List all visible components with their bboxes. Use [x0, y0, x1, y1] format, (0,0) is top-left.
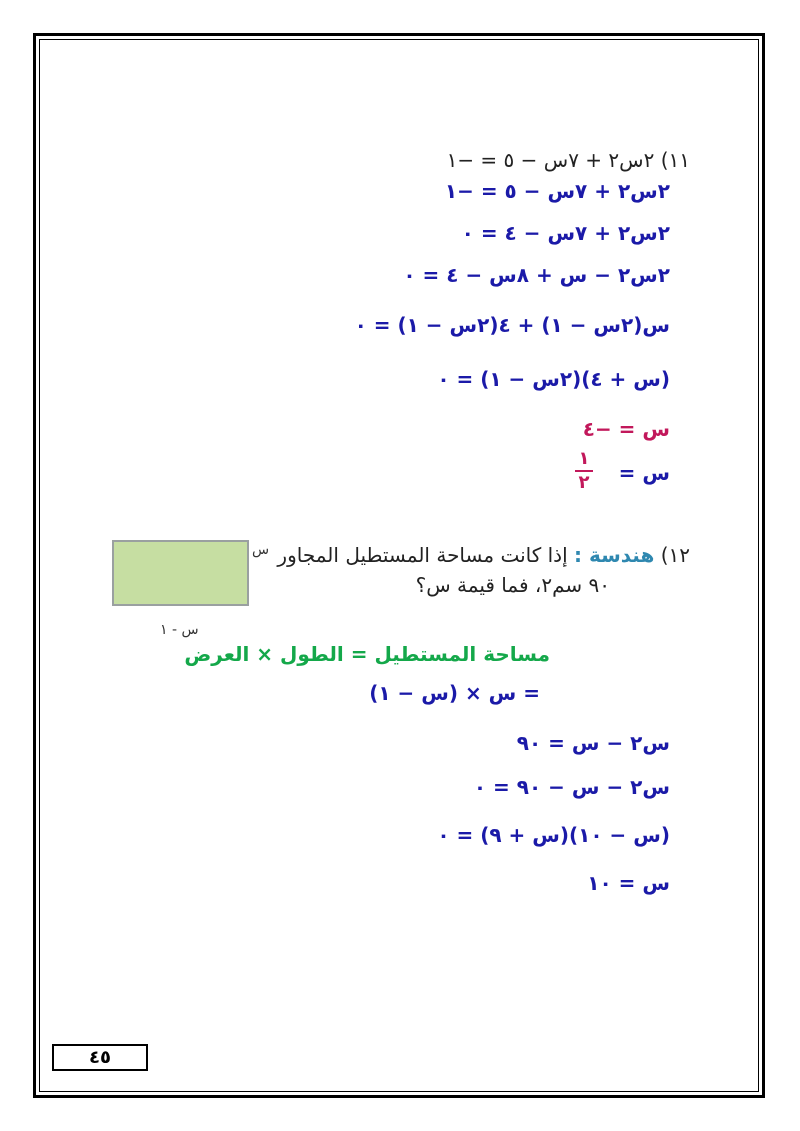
problem-12-step-1: = س × (س − ١): [369, 681, 540, 705]
problem-11-step-4: س(٢س − ١) + ٤(٢س − ١) = ٠: [354, 313, 670, 337]
problem-11-equation: ٢س٢ + ٧س − ٥ = −١: [446, 148, 655, 172]
problem-11-root-2-lhs: س =: [618, 461, 670, 485]
page-number-box: [52, 1044, 148, 1071]
problem-12-text-line-1: إذا كانت مساحة المستطيل المجاور: [277, 543, 568, 567]
problem-12-header: هندسة :: [574, 543, 655, 567]
rectangle-figure: [112, 540, 249, 606]
fraction-denominator: ٢: [578, 472, 590, 493]
problem-12-number: ١٢): [660, 543, 690, 567]
figure-bottom-label: س - ١: [160, 622, 199, 638]
problem-12-text-line-2: ٩٠ سم٢، فما قيمة س؟: [415, 573, 610, 597]
problem-11-step-3: ٢س٢ − س + ٨س − ٤ = ٠: [403, 263, 670, 287]
fraction-numerator: ١: [578, 448, 590, 469]
area-formula: مساحة المستطيل = الطول × العرض: [184, 642, 550, 666]
problem-11-step-2: ٢س٢ + ٧س − ٤ = ٠: [461, 221, 670, 245]
problem-11-root-2-fraction: [574, 450, 594, 492]
problem-11-root-1: س = −٤: [582, 417, 670, 441]
problem-12-step-4: (س − ١٠)(س + ٩) = ٠: [437, 823, 670, 847]
problem-11-statement: [447, 147, 690, 173]
problem-11-step-5: (س + ٤)(٢س − ١) = ٠: [437, 367, 670, 391]
page-number: ٤٥: [89, 1047, 111, 1068]
problem-12-answer: س = ١٠: [587, 871, 670, 895]
problem-11-step-1: ٢س٢ + ٧س − ٥ = −١: [444, 179, 670, 203]
figure-side-label: س: [252, 542, 270, 558]
problem-11-number: ١١): [660, 148, 690, 172]
problem-12-step-3: س٢ − س − ٩٠ = ٠: [473, 775, 670, 799]
problem-12-statement: [277, 542, 690, 568]
problem-12-step-2: س٢ − س = ٩٠: [516, 731, 670, 755]
